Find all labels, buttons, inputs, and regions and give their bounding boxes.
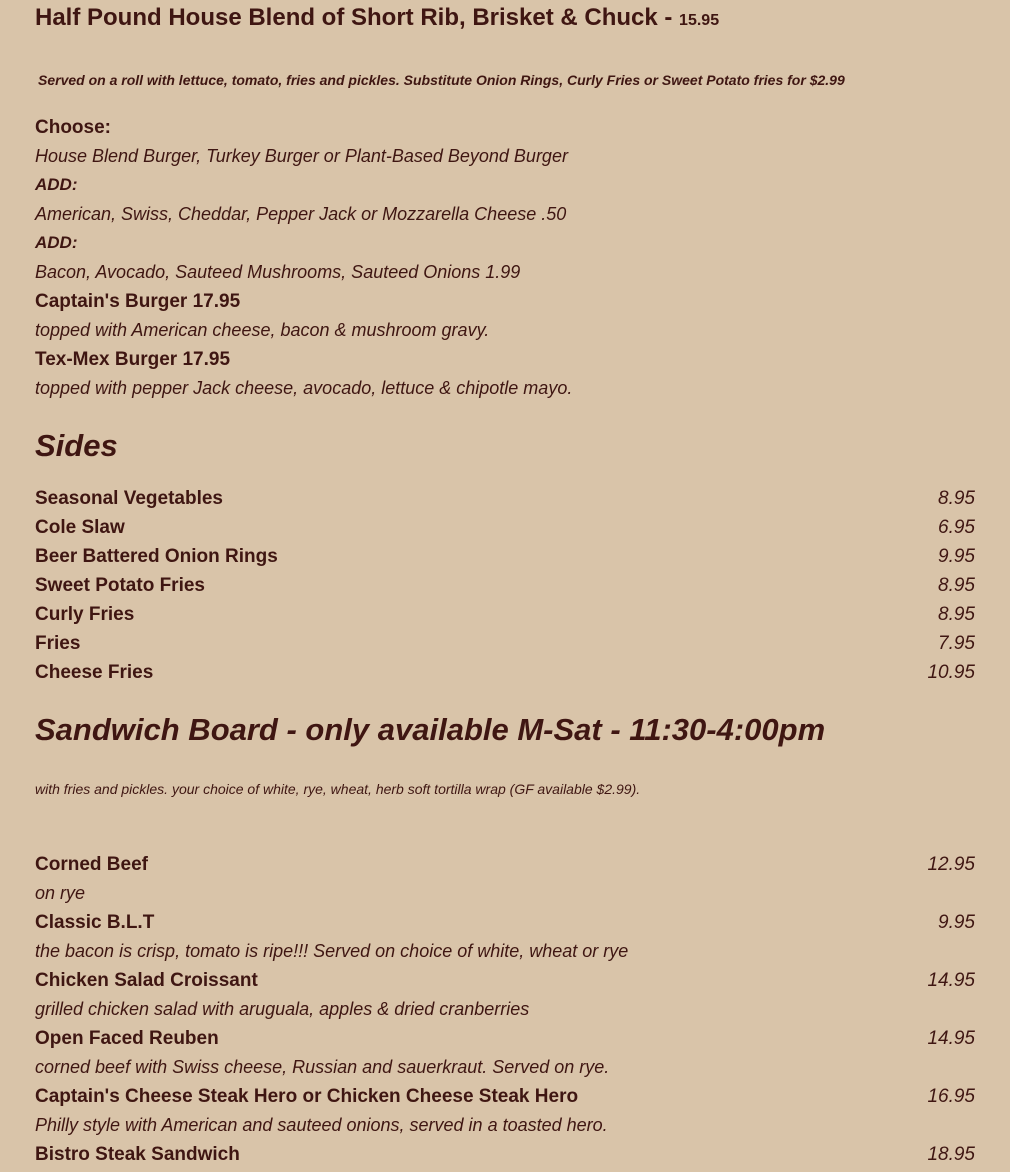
side-item-name: Curly Fries <box>35 604 135 625</box>
sandwich-item-desc: Philly style with American and sauteed onions, served in a toasted hero. <box>35 1115 608 1135</box>
sandwich-item-name: Corned Beef <box>35 854 148 875</box>
side-item-name: Cole Slaw <box>35 517 125 538</box>
sandwich-item-price: 12.95 <box>927 854 975 875</box>
sandwich-item-price: 18.95 <box>927 1144 975 1165</box>
sandwich-item-desc: the bacon is crisp, tomato is ripe!!! Served on choice of white, wheat or rye <box>35 941 629 961</box>
side-item-price: 8.95 <box>938 604 975 625</box>
side-item-name: Seasonal Vegetables <box>35 488 223 509</box>
side-item-price: 6.95 <box>938 517 975 538</box>
burger-title-price: 15.95 <box>679 12 720 29</box>
sandwich-item-desc: grilled chicken salad with aruguala, apples & dried cranberries <box>35 999 530 1019</box>
side-item-name: Beer Battered Onion Rings <box>35 546 278 567</box>
add-cheese-options: American, Swiss, Cheddar, Pepper Jack or Mozzarella Cheese .50 <box>35 204 567 224</box>
texmex-burger-desc: topped with pepper Jack cheese, avocado, lettuce & chipotle mayo. <box>35 378 573 398</box>
sandwich-item-name: Bistro Steak Sandwich <box>35 1144 240 1165</box>
sandwich-item-desc: on rye <box>35 883 86 903</box>
side-item-price: 7.95 <box>938 633 975 654</box>
sandwich-item-name: Classic B.L.T <box>35 912 155 933</box>
choose-options: House Blend Burger, Turkey Burger or Plant-Based Beyond Burger <box>35 146 568 166</box>
side-item-price: 8.95 <box>938 575 975 596</box>
captain-burger-desc: topped with American cheese, bacon & mushroom gravy. <box>35 320 490 340</box>
side-item-name: Sweet Potato Fries <box>35 575 205 596</box>
side-item-name: Cheese Fries <box>35 662 154 683</box>
burger-title-text: Half Pound House Blend of Short Rib, Brisket & Chuck - <box>35 4 680 31</box>
captain-burger-title: Captain's Burger 17.95 <box>35 291 241 312</box>
sandwich-item-price: 16.95 <box>927 1086 975 1107</box>
sandwich-item-name: Chicken Salad Croissant <box>35 970 258 991</box>
sandwich-item-desc: corned beef with Swiss cheese, Russian and sauerkraut. Served on rye. <box>35 1057 610 1077</box>
choose-label: Choose: <box>35 117 111 138</box>
burger-title <box>35 4 719 32</box>
sandwich-item-price: 14.95 <box>927 1028 975 1049</box>
sandwich-note: with fries and pickles. your choice of white, rye, wheat, herb soft tortilla wrap (GF available $2.99). <box>35 781 641 797</box>
sandwich-item-price: 9.95 <box>938 912 975 933</box>
sides-heading: Sides <box>35 428 118 463</box>
burger-note: Served on a roll with lettuce, tomato, fries and pickles. Substitute Onion Rings, Curly Fries or Sweet Potato fries for $2.99 <box>38 72 845 88</box>
sandwich-heading: Sandwich Board - only available M-Sat - 11:30-4:00pm <box>35 712 826 747</box>
sandwich-item-name: Captain's Cheese Steak Hero or Chicken Cheese Steak Hero <box>35 1086 579 1107</box>
add-label-cheese: ADD: <box>35 175 78 194</box>
add-toppings-options: Bacon, Avocado, Sauteed Mushrooms, Sauteed Onions 1.99 <box>35 262 521 282</box>
texmex-burger-title: Tex-Mex Burger 17.95 <box>35 349 231 370</box>
side-item-price: 10.95 <box>927 662 975 683</box>
add-label-toppings: ADD: <box>35 233 78 252</box>
sandwich-item-name: Open Faced Reuben <box>35 1028 219 1049</box>
sandwich-item-price: 14.95 <box>927 970 975 991</box>
side-item-price: 8.95 <box>938 488 975 509</box>
side-item-name: Fries <box>35 633 81 654</box>
side-item-price: 9.95 <box>938 546 975 567</box>
